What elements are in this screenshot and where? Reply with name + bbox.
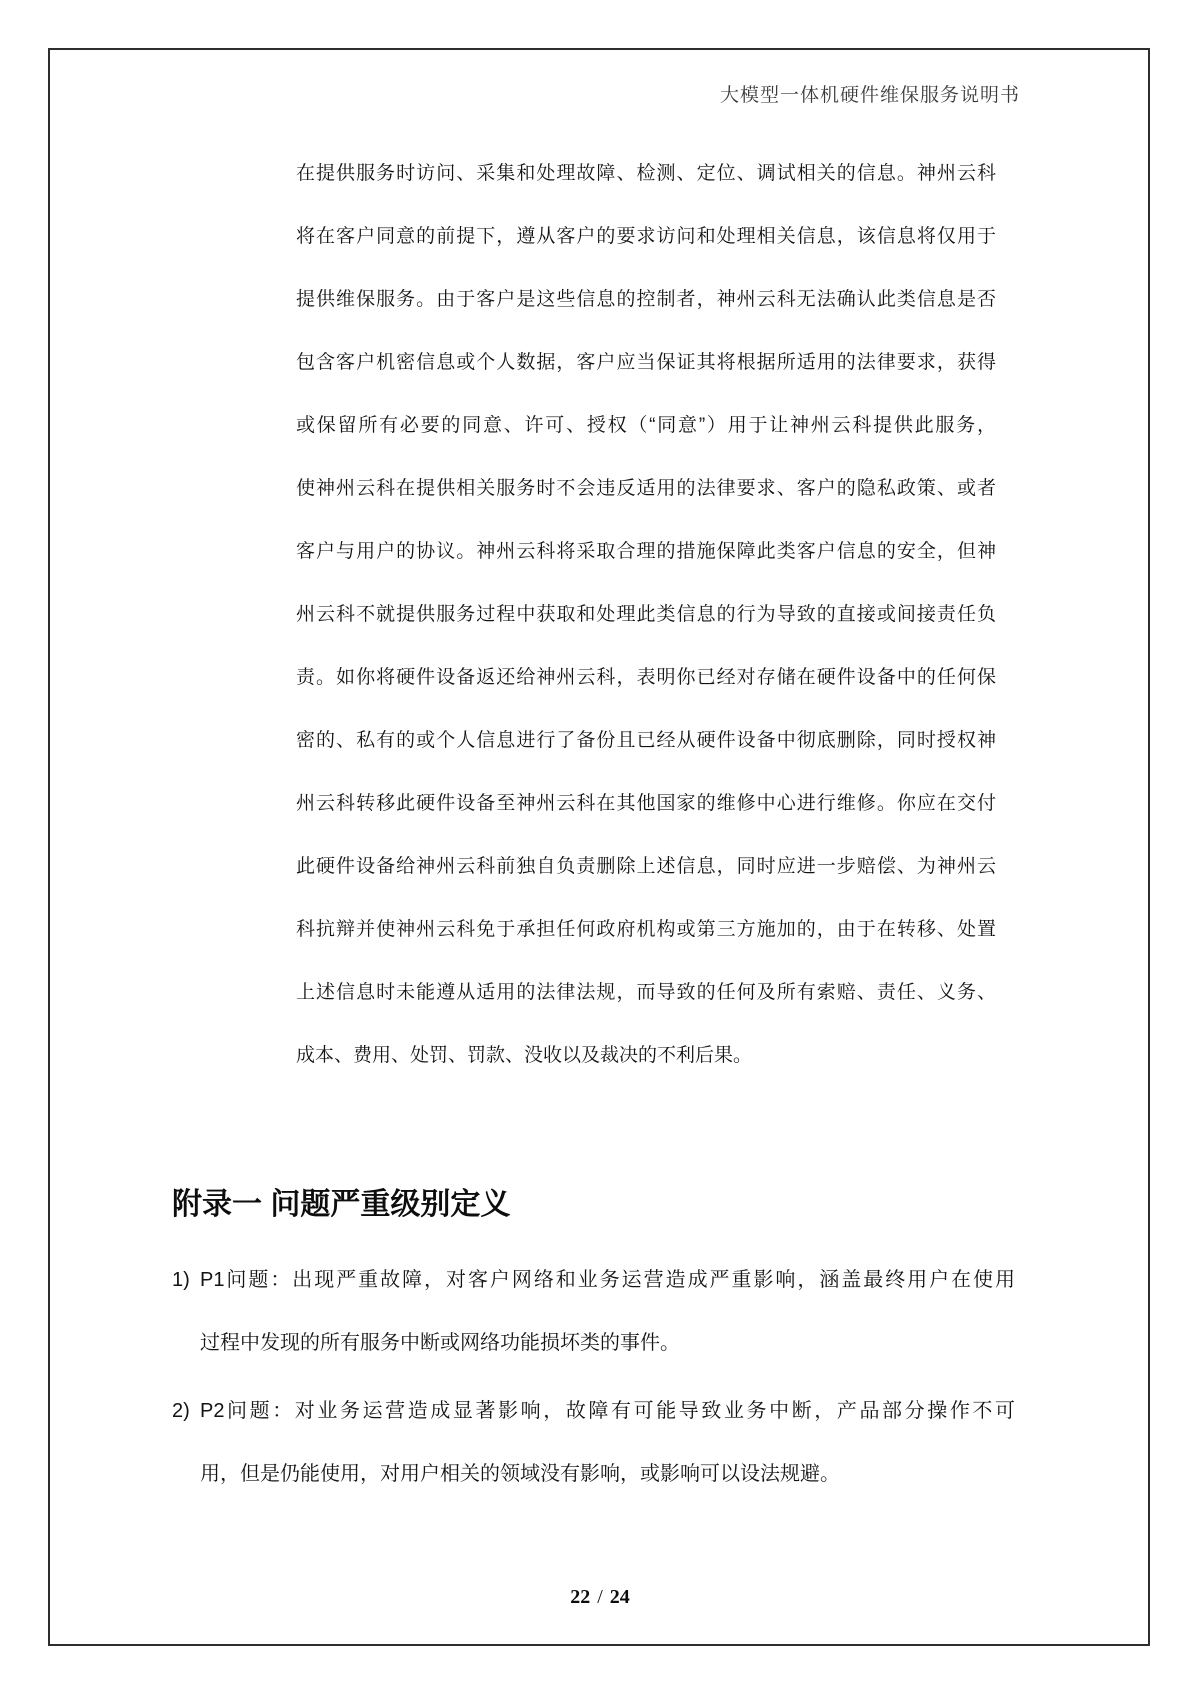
paragraph-line: 或保留所有必要的同意、许可、授权（“同意”）用于让神州云科提供此服务， (296, 415, 996, 436)
item-line: P2问题：对业务运营造成显著影响，故障有可能导致业务中断，产品部分操作不可 (200, 1400, 1015, 1422)
paragraph-line: 将在客户同意的前提下，遵从客户的要求访问和处理相关信息，该信息将仅用于 (296, 226, 996, 247)
paragraph-line: 上述信息时未能遵从适用的法律法规，而导致的任何及所有索赔、责任、义务、 (296, 982, 996, 1003)
severity-item (172, 1380, 1015, 1506)
page-current: 22 (570, 1586, 591, 1608)
page-total: 24 (609, 1586, 630, 1608)
paragraph-line: 提供维保服务。由于客户是这些信息的控制者，神州云科无法确认此类信息是否 (296, 289, 996, 310)
header-title: 大模型一体机硬件维保服务说明书 (719, 85, 1020, 106)
item-marker: 2) (172, 1400, 190, 1422)
appendix-heading: 附录一 问题严重级别定义 (172, 1188, 511, 1221)
severity-list (172, 1249, 1015, 1506)
paragraph-line: 成本、费用、处罚、罚款、没收以及裁决的不利后果。 (296, 1045, 753, 1066)
paragraph-line: 责。如你将硬件设备返还给神州云科，表明你已经对存储在硬件设备中的任何保 (296, 667, 996, 688)
paragraph-line: 州云科不就提供服务过程中获取和处理此类信息的行为导致的直接或间接责任负 (296, 604, 996, 625)
paragraph-line: 在提供服务时访问、采集和处理故障、检测、定位、调试相关的信息。神州云科 (296, 163, 996, 184)
paragraph-line: 此硬件设备给神州云科前独自负责删除上述信息，同时应进一步赔偿、为神州云 (296, 856, 996, 877)
page-separator: / (597, 1586, 603, 1608)
item-line: 过程中发现的所有服务中断或网络功能损坏类的事件。 (200, 1332, 680, 1354)
body-paragraph (296, 142, 996, 1087)
page-footer (0, 1586, 1200, 1609)
paragraph-line: 使神州云科在提供相关服务时不会违反适用的法律要求、客户的隐私政策、或者 (296, 478, 996, 499)
paragraph-line: 密的、私有的或个人信息进行了备份且已经从硬件设备中彻底删除，同时授权神 (296, 730, 996, 751)
item-marker: 1) (172, 1269, 190, 1291)
item-line: P1问题：出现严重故障，对客户网络和业务运营造成严重影响，涵盖最终用户在使用 (200, 1269, 1015, 1291)
severity-item (172, 1249, 1015, 1375)
paragraph-line: 州云科转移此硬件设备至神州云科在其他国家的维修中心进行维修。你应在交付 (296, 793, 996, 814)
paragraph-line: 客户与用户的协议。神州云科将采取合理的措施保障此类客户信息的安全，但神 (296, 541, 996, 562)
item-line: 用，但是仍能使用，对用户相关的领域没有影响，或影响可以设法规避。 (200, 1463, 840, 1485)
paragraph-line: 包含客户机密信息或个人数据，客户应当保证其将根据所适用的法律要求，获得 (296, 352, 996, 373)
paragraph-line: 科抗辩并使神州云科免于承担任何政府机构或第三方施加的，由于在转移、处置 (296, 919, 996, 940)
